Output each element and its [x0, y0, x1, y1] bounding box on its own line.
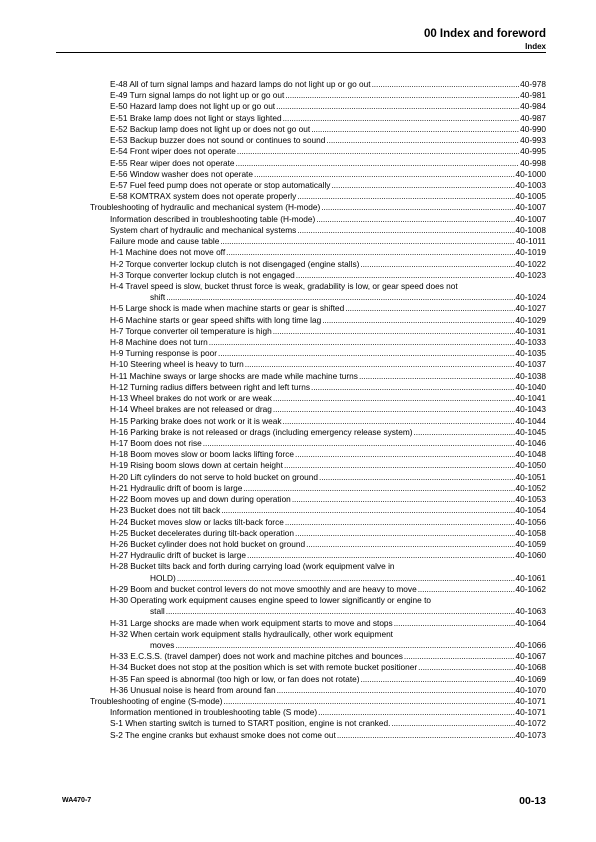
toc-entry-label: H-31 Large shocks are made when work equipment starts to move and stops — [110, 617, 393, 628]
toc-entry-label: H-25 Bucket decelerates during tilt-back operation — [110, 527, 295, 538]
toc-entry-page: 40-1024 — [515, 292, 546, 303]
toc-entry-page: 40-1062 — [515, 583, 546, 594]
toc-leader-dots — [203, 438, 515, 449]
toc-leader-dots — [418, 584, 515, 595]
toc-entry[interactable] — [110, 315, 546, 326]
toc-entry-page: 40-1040 — [515, 381, 546, 392]
toc-entry-page: 40-1073 — [515, 729, 546, 740]
page-header — [424, 28, 546, 52]
toc-entry-label: H-1 Machine does not move off — [110, 247, 226, 258]
toc-entry-label: H-33 E.C.S.S. (travel damper) does not work and machine pitches and bounces — [110, 651, 403, 662]
toc-entry[interactable] — [110, 517, 546, 528]
toc-entry-label: H-13 Wheel brakes do not work or are weak — [110, 393, 272, 404]
toc-entry-label: H-12 Turning radius differs between right and left turns — [110, 381, 311, 392]
toc-leader-dots — [283, 416, 515, 427]
toc-leader-dots — [166, 606, 515, 617]
toc-entry-page: 40-1054 — [515, 505, 546, 516]
toc-entry[interactable] — [110, 214, 546, 225]
toc-entry-page: 40-1050 — [515, 460, 546, 471]
toc-section-entry[interactable] — [90, 696, 546, 707]
toc-entry-label: H-32 When certain work equipment stalls hydraulically, other work equipment — [110, 628, 393, 639]
toc-leader-dots — [404, 651, 515, 662]
toc-entry-label: E-48 All of turn signal lamps and hazard lamps do not light up or go out — [110, 79, 371, 89]
toc-entry-page: 40-1007 — [515, 213, 546, 224]
toc-entry-label: H-17 Boom does not rise — [110, 438, 202, 448]
toc-entry-page: 40-978 — [520, 79, 546, 89]
toc-entry-page: 40-1071 — [515, 707, 546, 718]
toc-entry-label: H-8 Machine does not turn — [110, 337, 208, 348]
toc-entry-label: H-28 Bucket tilts back and forth during carrying load (work equipment valve in — [110, 561, 395, 572]
toc-leader-dots — [166, 292, 514, 303]
toc-entry-label: E-56 Window washer does not operate — [110, 168, 253, 179]
toc-entry-page: 40-1043 — [515, 404, 546, 415]
toc-entry-label: H-22 Boom moves up and down during operation — [110, 494, 291, 505]
toc-entry[interactable] — [110, 651, 546, 662]
toc-leader-dots — [296, 270, 515, 281]
toc-entry[interactable] — [110, 483, 546, 494]
toc-leader-dots — [277, 685, 515, 696]
toc-entry-label: E-50 Hazard lamp does not light up or go out — [110, 101, 276, 112]
toc-leader-dots — [360, 259, 514, 270]
toc-entry[interactable] — [110, 236, 546, 247]
toc-entry[interactable] — [110, 371, 546, 382]
toc-entry-label: HOLD) — [150, 572, 176, 583]
toc-leader-dots — [318, 707, 514, 718]
toc-leader-dots — [276, 101, 519, 112]
toc-entry-page: 40-1033 — [515, 337, 546, 348]
toc-entry-label: H-23 Bucket does not tilt back — [110, 505, 221, 516]
toc-leader-dots — [218, 348, 515, 359]
toc-leader-dots — [221, 505, 514, 516]
toc-entry-label: H-36 Unusual noise is heard from around fan — [110, 684, 276, 695]
toc-entry-page: 40-1058 — [515, 527, 546, 538]
toc-leader-dots — [297, 191, 514, 202]
toc-leader-dots — [243, 483, 514, 494]
toc-entry[interactable] — [110, 685, 546, 696]
toc-entry-page: 40-1048 — [515, 449, 546, 460]
toc-leader-dots — [337, 730, 515, 741]
toc-entry-page: 40-1031 — [515, 325, 546, 336]
toc-entry-label: H-10 Steering wheel is heavy to turn — [110, 359, 244, 370]
toc-entry[interactable] — [110, 438, 546, 449]
toc-entry-page: 40-1063 — [515, 606, 546, 617]
toc-entry[interactable] — [110, 180, 546, 191]
toc-leader-dots — [322, 315, 514, 326]
toc-entry[interactable] — [110, 494, 546, 505]
toc-entry[interactable] — [110, 124, 546, 135]
toc-entry-label: shift — [150, 292, 166, 303]
toc-entry-label: H-24 Bucket moves slow or lacks tilt-back force — [110, 516, 284, 527]
toc-entry[interactable] — [110, 629, 546, 651]
toc-entry[interactable] — [110, 618, 546, 629]
toc-entry-page: 40-1027 — [515, 303, 546, 314]
toc-entry[interactable] — [110, 662, 546, 673]
toc-entry-label: E-52 Backup lamp does not light up or does not go out — [110, 123, 311, 134]
toc-leader-dots — [245, 359, 515, 370]
toc-entry-label: S-1 When starting switch is turned to START position, engine is not cranked. — [110, 718, 391, 729]
toc-entry-page: 40-1059 — [515, 538, 546, 549]
toc-entry[interactable] — [110, 393, 546, 404]
toc-entry-label: E-57 Fuel feed pump does not operate or stop automatically — [110, 179, 331, 190]
toc-leader-dots — [295, 449, 515, 460]
toc-entry[interactable] — [110, 225, 546, 236]
toc-entry-label: H-18 Boom moves slow or boom lacks lifting force — [110, 449, 294, 460]
toc-entry-label: H-19 Rising boom slows down at certain height — [110, 460, 283, 471]
toc-entry-label: E-49 Turn signal lamps do not light up or go out — [110, 90, 285, 101]
toc-leader-dots — [331, 180, 514, 191]
toc-entry-page: 40-1067 — [515, 651, 546, 662]
toc-entry[interactable] — [110, 158, 546, 169]
toc-entry-page: 40-1069 — [515, 673, 546, 684]
toc-leader-dots — [285, 90, 519, 101]
toc-entry[interactable] — [110, 348, 546, 359]
toc-leader-dots — [273, 404, 515, 415]
toc-leader-dots — [177, 573, 515, 584]
toc-entry-label: H-29 Boom and bucket control levers do not move smoothly and are heavy to move — [110, 583, 417, 594]
toc-entry-page: 40-1035 — [515, 348, 546, 359]
toc-entry[interactable] — [110, 169, 546, 180]
toc-entry-page: 40-1003 — [515, 179, 546, 190]
toc-entry-page: 40-1029 — [515, 314, 546, 325]
toc-entry-page: 40-1068 — [515, 662, 546, 673]
toc-entry[interactable] — [110, 472, 546, 483]
toc-entry-label: E-58 KOMTRAX system does not operate properly — [110, 191, 297, 202]
toc-entry-label: H-30 Operating work equipment causes engine speed to lower significantly or engine to — [110, 595, 431, 606]
toc-entry-label: Troubleshooting of hydraulic and mechanical system (H-mode) — [90, 202, 321, 213]
toc-entry-page: 40-998 — [520, 157, 546, 168]
toc-entry-page: 40-1008 — [515, 224, 546, 235]
toc-entry-page: 40-990 — [520, 123, 546, 134]
toc-entry[interactable] — [110, 416, 546, 427]
toc-entry-page: 40-1072 — [515, 718, 546, 729]
toc-leader-dots — [273, 326, 515, 337]
toc-entry[interactable] — [110, 561, 546, 583]
section-title: 00 Index and foreword — [423, 28, 546, 40]
toc-leader-dots — [361, 674, 515, 685]
toc-entry[interactable] — [110, 730, 546, 741]
toc-entry-label: H-4 Travel speed is slow, bucket thrust force is weak, gradability is low, or gear speed does not — [110, 280, 458, 291]
toc-entry[interactable] — [110, 584, 546, 595]
toc-entry[interactable] — [110, 113, 546, 124]
toc-leader-dots — [321, 202, 514, 213]
toc-entry[interactable] — [110, 337, 546, 348]
toc-leader-dots — [254, 169, 515, 180]
toc-entry[interactable] — [110, 281, 546, 303]
toc-entry[interactable] — [110, 259, 546, 270]
toc-entry[interactable] — [110, 79, 546, 90]
toc-leader-dots — [284, 460, 515, 471]
toc-entry-label: System chart of hydraulic and mechanical systems — [110, 224, 297, 235]
toc-entry-page: 40-1007 — [515, 202, 546, 213]
toc-entry-page: 40-995 — [520, 146, 546, 157]
toc-entry-page: 40-1060 — [515, 550, 546, 561]
toc-entry[interactable] — [110, 303, 546, 314]
toc-entry-label: Information mentioned in troubleshooting table (S mode) — [110, 707, 318, 718]
footer-model: WA470-7 — [62, 797, 92, 804]
toc-leader-dots — [326, 135, 519, 146]
toc-leader-dots — [295, 528, 515, 539]
toc-entry-page: 40-1045 — [515, 426, 546, 437]
toc-entry[interactable] — [110, 707, 546, 718]
toc-entry-label: E-55 Rear wiper does not operate — [110, 157, 235, 168]
toc-entry[interactable] — [110, 270, 546, 281]
toc-entry-label: H-27 Hydraulic drift of bucket is large — [110, 550, 247, 561]
toc-entry-label: H-2 Torque converter lockup clutch is not disengaged (engine stalls) — [110, 258, 360, 269]
toc-entry-page: 40-1038 — [515, 370, 546, 381]
toc-entry-page: 40-993 — [520, 135, 546, 146]
toc-leader-dots — [394, 618, 515, 629]
toc-leader-dots — [285, 517, 515, 528]
toc-entry[interactable] — [110, 460, 546, 471]
toc-leader-dots — [220, 236, 515, 247]
toc-leader-dots — [237, 146, 519, 157]
toc-leader-dots — [273, 393, 515, 404]
toc-leader-dots — [311, 382, 515, 393]
toc-leader-dots — [175, 640, 514, 651]
toc-entry[interactable] — [110, 404, 546, 415]
toc-entry-label: H-3 Torque converter lockup clutch is not engaged — [110, 269, 295, 280]
toc-entry[interactable] — [110, 595, 546, 617]
toc-entry[interactable] — [110, 449, 546, 460]
toc-entry-label: H-26 Bucket cylinder does not hold bucket on ground — [110, 538, 306, 549]
toc-entry[interactable] — [110, 90, 546, 101]
toc-entry-label: H-7 Torque converter oil temperature is high — [110, 325, 272, 336]
toc-entry[interactable] — [110, 550, 546, 561]
toc-entry-page: 40-1066 — [515, 639, 546, 650]
toc-entry-page: 40-984 — [520, 101, 546, 112]
toc-leader-dots — [316, 214, 514, 225]
toc-entry-page: 40-1041 — [515, 393, 546, 404]
toc-entry-page: 40-1037 — [515, 359, 546, 370]
toc-entry-page: 40-1051 — [515, 471, 546, 482]
toc-leader-dots — [209, 337, 515, 348]
toc-entry-page: 40-1061 — [515, 572, 546, 583]
toc-entry[interactable] — [110, 135, 546, 146]
section-subtitle: Index — [525, 42, 546, 51]
toc-leader-dots — [283, 113, 520, 124]
toc-entry-label: H-15 Parking brake does not work or it is weak — [110, 415, 282, 426]
toc-leader-dots — [359, 371, 515, 382]
toc-entry[interactable] — [110, 528, 546, 539]
toc-entry-label: E-53 Backup buzzer does not sound or continues to sound — [110, 135, 326, 146]
toc-section-entry[interactable] — [90, 202, 546, 213]
toc-entry-page: 40-1019 — [515, 247, 546, 258]
toc-entry[interactable] — [110, 101, 546, 112]
toc-leader-dots — [297, 225, 514, 236]
toc-entry-label: H-35 Fan speed is abnormal (too high or low, or fan does not rotate) — [110, 673, 360, 684]
toc-leader-dots — [306, 539, 514, 550]
toc-entry-page: 40-1000 — [515, 168, 546, 179]
toc-entry-label: moves — [150, 639, 175, 650]
footer-page-number: 00-13 — [519, 795, 546, 807]
toc-leader-dots — [418, 662, 514, 673]
toc-entry-page: 40-1052 — [515, 482, 546, 493]
header-rule — [56, 52, 546, 53]
toc-leader-dots — [224, 696, 515, 707]
toc-entry-label: stall — [150, 606, 165, 617]
toc-leader-dots — [226, 247, 514, 258]
toc-leader-dots — [311, 124, 519, 135]
toc-entry[interactable] — [110, 674, 546, 685]
toc-leader-dots — [236, 158, 520, 169]
toc-entry-page: 40-1044 — [515, 415, 546, 426]
toc-entry[interactable] — [110, 718, 546, 729]
toc-entry[interactable] — [110, 382, 546, 393]
toc-entry-page: 40-1071 — [515, 696, 546, 707]
toc-entry[interactable] — [110, 505, 546, 516]
toc-entry-page: 40-1011 — [516, 236, 546, 247]
toc-entry-page: 40-1023 — [515, 269, 546, 280]
toc-entry-label: H-34 Bucket does not stop at the position which is set with remote bucket positioner — [110, 662, 418, 673]
toc-entry[interactable] — [110, 427, 546, 438]
toc-entry-page: 40-1053 — [515, 494, 546, 505]
toc-entry-page: 40-987 — [520, 112, 546, 123]
toc-entry[interactable] — [110, 359, 546, 370]
toc-entry[interactable] — [110, 191, 546, 202]
toc-entry[interactable] — [110, 146, 546, 157]
table-of-contents — [90, 79, 546, 741]
toc-leader-dots — [319, 472, 515, 483]
toc-entry-label: H-21 Hydraulic drift of boom is large — [110, 482, 243, 493]
toc-entry-page: 40-1070 — [515, 684, 546, 695]
toc-leader-dots — [391, 718, 514, 729]
toc-entry-page: 40-1005 — [515, 191, 546, 202]
toc-entry-page: 40-981 — [520, 90, 546, 101]
toc-entry-label: H-20 Lift cylinders do not serve to hold bucket on ground — [110, 471, 319, 482]
toc-entry-label: Information described in troubleshooting table (H-mode) — [110, 213, 316, 224]
toc-entry-label: H-5 Large shock is made when machine starts or gear is shifted — [110, 303, 345, 314]
toc-entry-label: H-11 Machine sways or large shocks are made while machine turns — [110, 370, 358, 381]
toc-entry-page: 40-1056 — [515, 516, 546, 527]
toc-entry[interactable] — [110, 326, 546, 337]
toc-entry-label: H-6 Machine starts or gear speed shifts with long time lag — [110, 314, 322, 325]
toc-leader-dots — [345, 303, 514, 314]
toc-leader-dots — [292, 494, 515, 505]
toc-entry-label: E-54 Front wiper does not operate — [110, 146, 236, 157]
toc-entry-label: E-51 Brake lamp does not light or stays lighted — [110, 112, 282, 123]
toc-entry[interactable] — [110, 247, 546, 258]
toc-leader-dots — [414, 427, 515, 438]
toc-leader-dots — [247, 550, 515, 561]
toc-entry-label: H-14 Wheel brakes are not released or drag — [110, 404, 272, 415]
toc-entry-label: H-9 Turning response is poor — [110, 348, 217, 359]
toc-entry-page: 40-1046 — [515, 438, 546, 448]
toc-entry-label: Failure mode and cause table — [110, 236, 220, 247]
toc-leader-dots — [372, 79, 520, 90]
toc-entry-page: 40-1022 — [515, 258, 546, 269]
toc-entry-page: 40-1064 — [515, 617, 546, 628]
toc-entry-label: Troubleshooting of engine (S-mode) — [90, 696, 223, 707]
toc-entry[interactable] — [110, 539, 546, 550]
toc-entry-label: H-16 Parking brake is not released or drags (including emergency release system) — [110, 426, 413, 437]
toc-entry-label: S-2 The engine cranks but exhaust smoke does not come out — [110, 729, 336, 740]
